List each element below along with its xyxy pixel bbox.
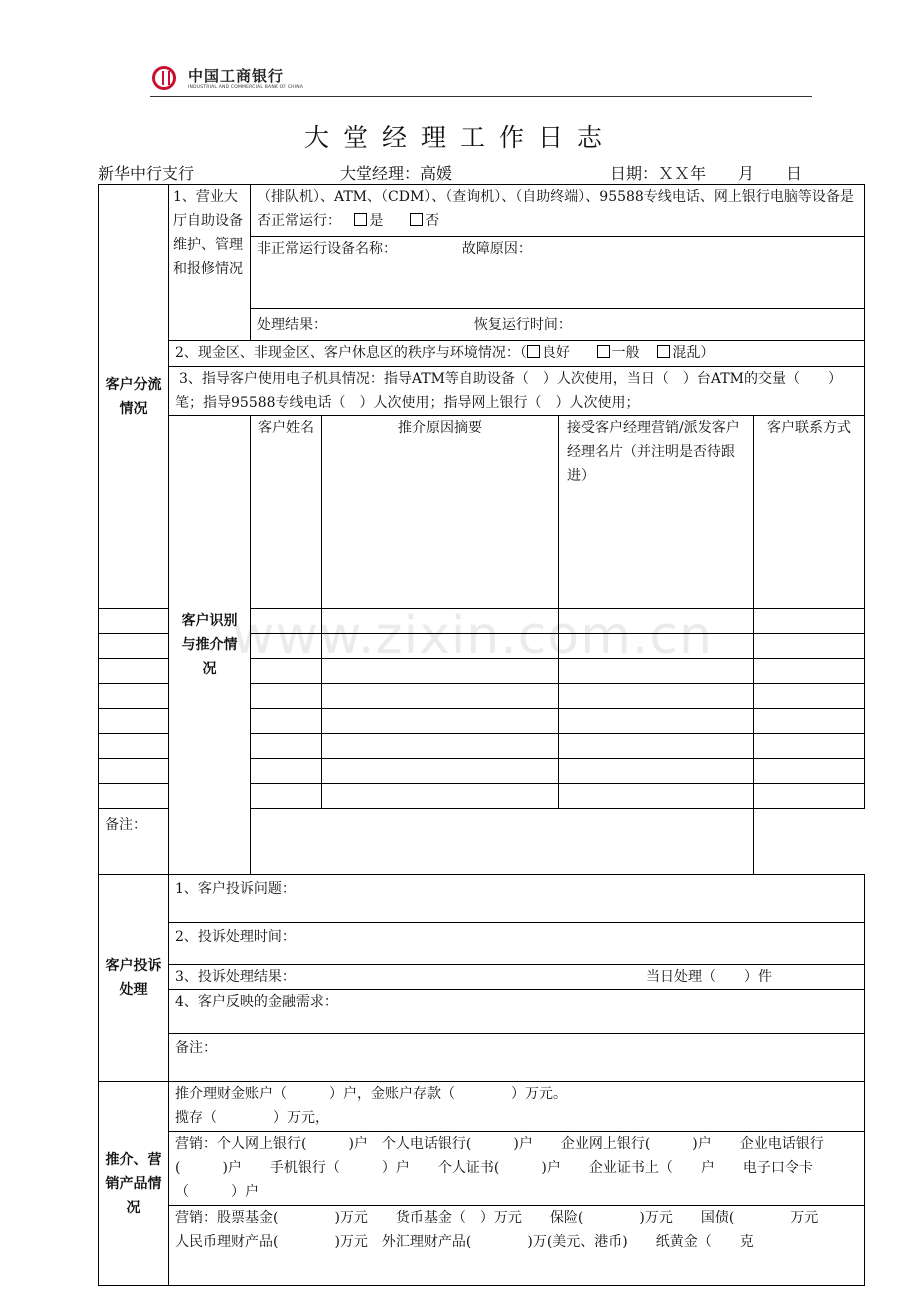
financial-need-label: 4、客户反映的金融需求： (175, 994, 338, 1010)
no-label: 否 (425, 213, 440, 229)
device-check-text: （排队机）、ATM、（CDM）、（查询机）、（自助终端）、95588专线电话、网上银行电脑等设备是否正常运行： (257, 189, 854, 229)
financial-need-cell[interactable] (169, 990, 865, 1034)
section-flow-label: 客户分流情况 (99, 185, 169, 609)
complaint-time-label: 2、投诉处理时间： (175, 929, 296, 945)
work-log-table (98, 184, 865, 1286)
section-marketing-label: 推介、营销产品情况 (99, 1082, 169, 1286)
order-environment-text: 2、现金区、非现金区、客户休息区的秩序与环境情况：（ (175, 345, 527, 361)
complaint-remark-cell[interactable] (169, 1034, 865, 1082)
yes-label: 是 (369, 213, 384, 229)
bank-logo (152, 64, 332, 98)
identify-remark-label: 备注： (105, 817, 147, 833)
manager-name: 大堂经理：高媛 (340, 164, 453, 183)
electronic-guide-text: 3、指导客户使用电子机具情况：指导ATM等自助设备（ ）人次使用，当日（ ）台ATM的交量（ ）笔；指导95588专线电话（ ）人次使用；指导网上银行（ ）人次使用； (175, 371, 842, 411)
device-maintenance-label: 1、营业大厅自助设备维护、管理和报修情况 (169, 185, 251, 341)
good-label: 良好 (541, 345, 570, 361)
yes-checkbox[interactable] (354, 213, 367, 226)
handling-result-label: 处理结果： (257, 316, 327, 333)
deposit-text: 揽存（ ）万元， (175, 1110, 329, 1126)
col-reason-summary: 推介原因摘要 (322, 416, 559, 609)
good-checkbox[interactable] (527, 345, 540, 358)
no-checkbox[interactable] (410, 213, 423, 226)
watermark: www.zixin.com.cn (232, 606, 713, 666)
page-title: 大堂经理工作日志 (303, 123, 616, 152)
fault-reason-label: 故障原因： (461, 241, 532, 257)
device-check-cell (251, 185, 865, 237)
handling-result-cell[interactable] (251, 309, 865, 341)
identify-remark-cell[interactable] (99, 809, 754, 875)
logo-name-cn: 中国工商银行 (188, 67, 285, 85)
normal-label: 一般 (611, 345, 640, 361)
recover-time-label: 恢复运行时间： (473, 316, 572, 333)
section-identify-label: 客户识别与推介情况 (169, 416, 251, 875)
order-environment-cell (169, 341, 865, 367)
messy-checkbox[interactable] (657, 345, 670, 358)
branch-name: 新华中行支行 (98, 164, 195, 183)
abnormal-device-label: 非正常运行设备名称： (257, 241, 397, 257)
header-rule (150, 96, 812, 97)
normal-checkbox[interactable] (597, 345, 610, 358)
wealth-account-text: 推介理财金账户（ ）户，金账户存款（ ）万元。 (175, 1086, 567, 1102)
complaint-issue-cell[interactable] (169, 875, 865, 923)
product-marketing-cell[interactable] (169, 1206, 865, 1286)
complaint-time-cell[interactable] (169, 923, 865, 965)
complaint-issue-label: 1、客户投诉问题： (175, 881, 296, 897)
section-complaint-label: 客户投诉处理 (99, 875, 169, 1082)
abnormal-device-cell[interactable] (251, 237, 865, 309)
log-date: 日期：ＸＸ年 月 日 (610, 164, 803, 183)
complaint-result-label: 3、投诉处理结果： (175, 969, 296, 985)
col-customer-name: 客户姓名 (251, 416, 322, 609)
complaint-result-cell[interactable] (169, 965, 865, 990)
e-banking-marketing-text: 营销：个人网上银行( )户 个人电话银行( )户 企业网上银行( )户 企业电话银行( )户 手机银行（ ）户 个人证书( )户 企业证书上（ 户 电子口令卡（ ）户 (175, 1136, 824, 1200)
product-marketing-text: 营销：股票基金( )万元 货币基金（ ）万元 保险( )万元 国债( 万元 人民币理财产品( )万元 外汇理财产品( )万(美元、港币) 纸黄金（ 克 (175, 1210, 847, 1250)
today-handled-count: 当日处理（ ）件 (646, 969, 773, 985)
col-contact: 客户联系方式 (754, 416, 865, 609)
complaint-remark-label: 备注： (175, 1040, 217, 1056)
electronic-guide-cell[interactable] (169, 367, 865, 416)
logo-name-en: INDUSTRIAL AND COMMERCIAL BANK OF CHINA (188, 85, 304, 90)
e-banking-marketing-cell[interactable] (169, 1132, 865, 1206)
wealth-account-cell[interactable] (169, 1082, 865, 1132)
messy-label: 混乱） (672, 345, 715, 361)
col-manager-marketing: 接受客户经理营销/派发客户经理名片（并注明是否待跟进） (559, 416, 754, 609)
icbc-logo-icon (152, 66, 176, 90)
